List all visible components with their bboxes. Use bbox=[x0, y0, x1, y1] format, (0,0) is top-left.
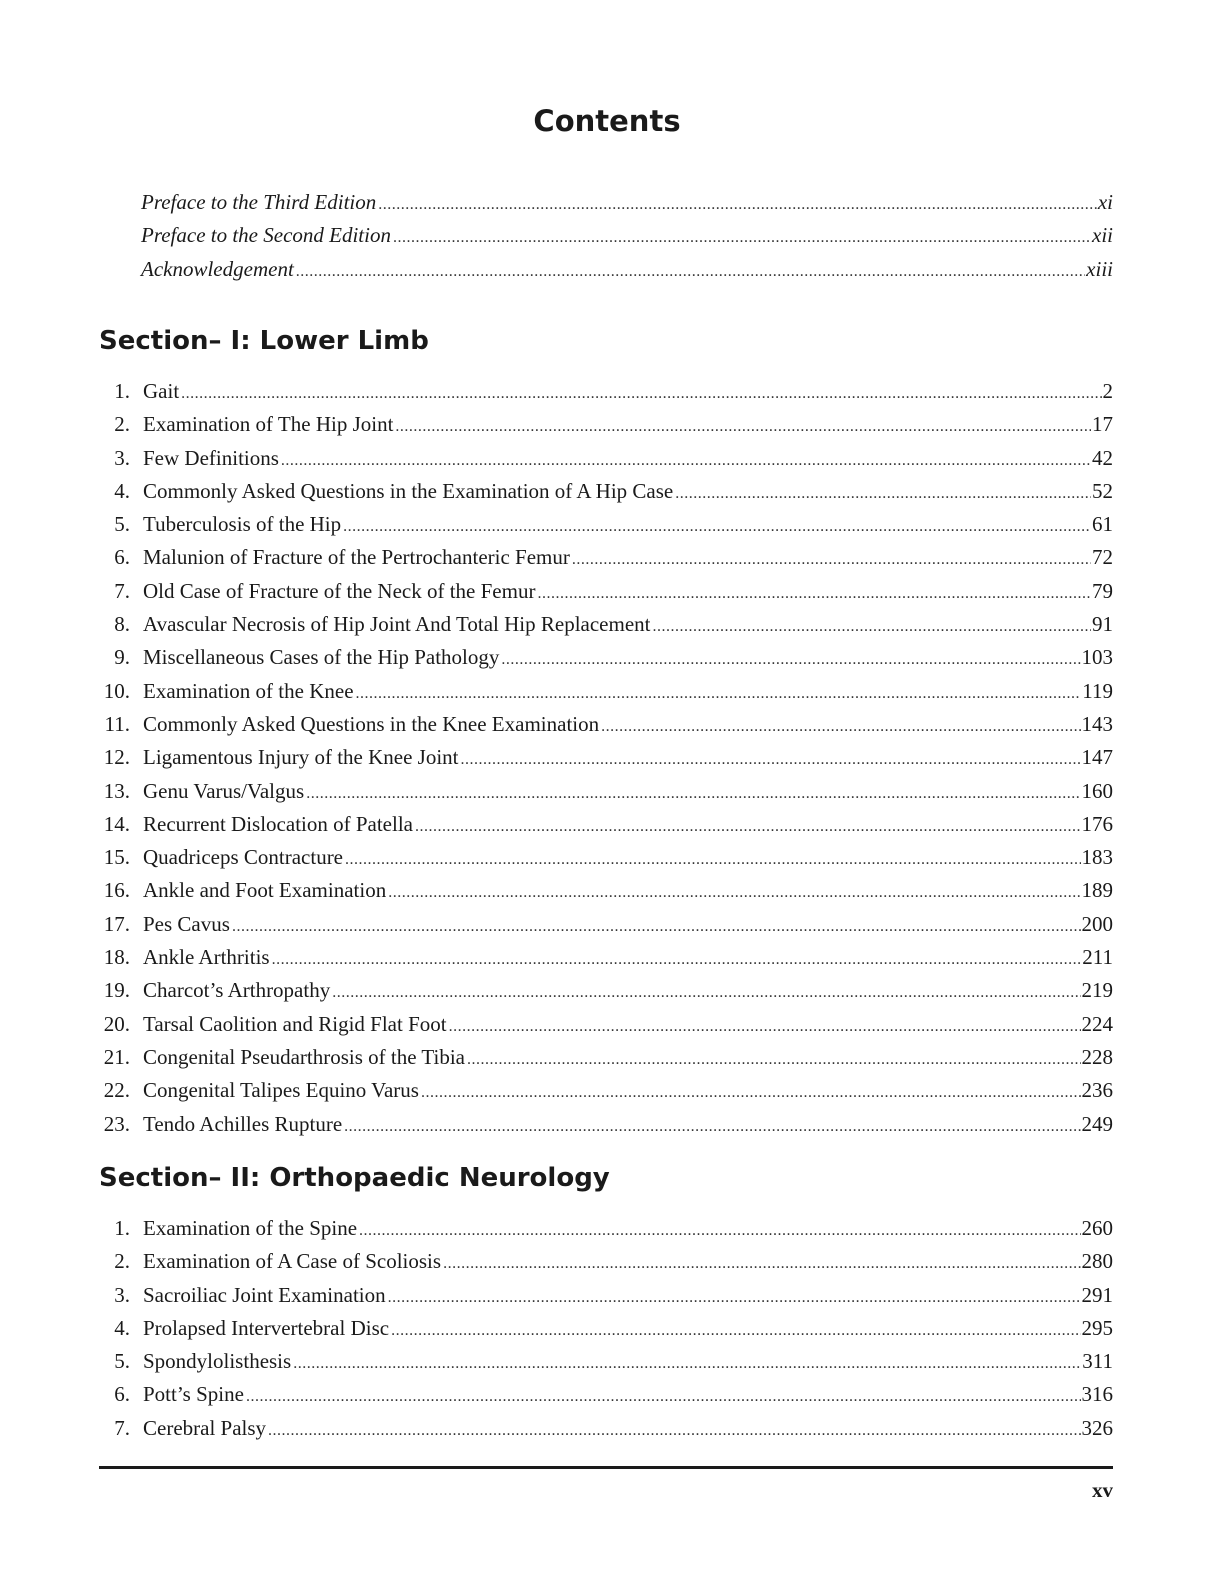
section-heading-orthopaedic-neurology: Section– II: Orthopaedic Neurology bbox=[99, 1163, 610, 1193]
chapter-page-number: 249 bbox=[1081, 1111, 1113, 1136]
dot-leader bbox=[652, 618, 1091, 636]
section-heading-lower-limb: Section– I: Lower Limb bbox=[99, 326, 429, 356]
chapter-number: 4. bbox=[114, 1315, 130, 1340]
chapter-number: 2. bbox=[114, 412, 130, 437]
dot-leader bbox=[296, 263, 1085, 281]
chapter-number: 11. bbox=[104, 711, 130, 736]
toc-entry[interactable] bbox=[99, 1349, 1113, 1382]
front-matter-entry[interactable] bbox=[141, 223, 1113, 256]
chapter-page-number: 147 bbox=[1081, 745, 1113, 770]
chapter-title: Charcot’s Arthropathy bbox=[143, 978, 331, 1003]
entry-page-number: xi bbox=[1097, 190, 1113, 214]
chapter-number: 6. bbox=[114, 1382, 130, 1407]
chapter-number: 9. bbox=[114, 645, 130, 670]
dot-leader bbox=[344, 1118, 1080, 1136]
toc-entry[interactable] bbox=[99, 878, 1113, 911]
chapter-number: 15. bbox=[103, 845, 130, 870]
toc-entry[interactable] bbox=[99, 512, 1113, 545]
toc-entry[interactable] bbox=[99, 978, 1113, 1011]
chapter-page-number: 17 bbox=[1092, 412, 1113, 437]
dot-leader bbox=[601, 718, 1080, 736]
toc-entry[interactable] bbox=[99, 1045, 1113, 1078]
dot-leader bbox=[415, 818, 1081, 836]
dot-leader bbox=[268, 1422, 1080, 1440]
chapter-page-number: 211 bbox=[1082, 945, 1113, 970]
toc-entry[interactable] bbox=[99, 945, 1113, 978]
chapter-number: 1. bbox=[114, 1216, 130, 1240]
entry-page-number: xiii bbox=[1086, 256, 1113, 281]
chapter-number: 5. bbox=[114, 512, 130, 537]
chapter-page-number: 42 bbox=[1092, 445, 1113, 470]
dot-leader bbox=[246, 1388, 1081, 1406]
chapter-title: Malunion of Fracture of the Pertrochanteric Femur bbox=[143, 545, 570, 570]
chapter-number: 13. bbox=[103, 778, 130, 803]
toc-entry[interactable] bbox=[99, 845, 1113, 878]
chapter-title: Examination of the Spine bbox=[143, 1216, 358, 1240]
chapter-page-number: 311 bbox=[1082, 1349, 1113, 1374]
chapter-title: Recurrent Dislocation of Patella bbox=[143, 811, 413, 836]
dot-leader bbox=[332, 984, 1080, 1002]
chapter-number: 20. bbox=[103, 1011, 130, 1036]
dot-leader bbox=[388, 884, 1080, 902]
toc-entry[interactable] bbox=[99, 1078, 1113, 1111]
dot-leader bbox=[378, 196, 1097, 214]
chapter-title: Sacroiliac Joint Examination bbox=[143, 1282, 386, 1307]
toc-entry[interactable] bbox=[99, 712, 1113, 745]
toc-entry[interactable] bbox=[99, 1216, 1113, 1249]
chapter-page-number: 189 bbox=[1081, 878, 1113, 903]
chapter-number: 16. bbox=[103, 878, 130, 903]
chapter-page-number: 160 bbox=[1081, 778, 1113, 803]
chapter-page-number: 119 bbox=[1082, 678, 1113, 703]
chapter-title: Examination of The Hip Joint bbox=[143, 412, 394, 437]
chapter-page-number: 260 bbox=[1081, 1216, 1113, 1240]
chapter-number: 5. bbox=[114, 1349, 130, 1374]
chapter-title: Cerebral Palsy bbox=[143, 1415, 267, 1440]
chapter-page-number: 236 bbox=[1081, 1078, 1113, 1103]
dot-leader bbox=[232, 918, 1081, 936]
entry-title: Acknowledgement bbox=[141, 256, 294, 281]
dot-leader bbox=[356, 685, 1082, 703]
chapter-number: 22. bbox=[103, 1078, 130, 1103]
chapter-number: 7. bbox=[114, 578, 130, 603]
chapter-number: 19. bbox=[103, 978, 130, 1003]
chapter-title: Prolapsed Intervertebral Disc bbox=[143, 1315, 390, 1340]
chapter-page-number: 316 bbox=[1081, 1382, 1113, 1407]
chapter-page-number: 291 bbox=[1081, 1282, 1113, 1307]
dot-leader bbox=[421, 1084, 1081, 1102]
toc-entry[interactable] bbox=[99, 745, 1113, 778]
chapter-number: 18. bbox=[103, 945, 130, 970]
chapter-page-number: 2 bbox=[1102, 379, 1113, 403]
dot-leader bbox=[537, 585, 1091, 603]
entry-page-number: xii bbox=[1092, 223, 1113, 248]
toc-entry[interactable] bbox=[99, 1316, 1113, 1349]
chapter-number: 23. bbox=[103, 1111, 130, 1136]
chapter-title: Tendo Achilles Rupture bbox=[143, 1111, 343, 1136]
front-matter-entry[interactable] bbox=[141, 190, 1113, 223]
toc-entry[interactable] bbox=[99, 612, 1113, 645]
footer-rule bbox=[99, 1466, 1113, 1469]
chapter-page-number: 219 bbox=[1081, 978, 1113, 1003]
chapter-title: Commonly Asked Questions in the Examination of A Hip Case bbox=[143, 478, 674, 503]
chapter-number: 14. bbox=[103, 811, 130, 836]
chapter-title: Examination of the Knee bbox=[143, 678, 354, 703]
chapter-number: 12. bbox=[103, 745, 130, 770]
toc-entry[interactable] bbox=[99, 545, 1113, 578]
chapter-page-number: 295 bbox=[1081, 1315, 1113, 1340]
dot-leader bbox=[306, 785, 1080, 803]
chapter-title: Pes Cavus bbox=[143, 911, 230, 936]
chapter-number: 8. bbox=[114, 612, 130, 637]
dot-leader bbox=[388, 1289, 1081, 1307]
chapter-number: 10. bbox=[103, 678, 130, 703]
toc-entry[interactable] bbox=[99, 579, 1113, 612]
chapter-number: 17. bbox=[103, 911, 130, 936]
page-number: xv bbox=[1092, 1478, 1113, 1502]
chapter-title: Few Definitions bbox=[143, 445, 279, 470]
chapter-number: 4. bbox=[114, 478, 130, 503]
toc-entry[interactable] bbox=[99, 679, 1113, 712]
chapter-number: 2. bbox=[114, 1249, 130, 1274]
dot-leader bbox=[443, 1255, 1080, 1273]
chapter-page-number: 143 bbox=[1081, 711, 1113, 736]
toc-entry[interactable] bbox=[99, 812, 1113, 845]
section-orthopaedic-neurology-list bbox=[99, 1216, 1113, 1449]
chapter-title: Commonly Asked Questions in the Knee Examination bbox=[143, 711, 600, 736]
dot-leader bbox=[293, 1355, 1081, 1373]
toc-entry[interactable] bbox=[99, 912, 1113, 945]
dot-leader bbox=[181, 385, 1101, 403]
chapter-title: Ankle and Foot Examination bbox=[143, 878, 387, 903]
dot-leader bbox=[281, 452, 1091, 470]
chapter-title: Ligamentous Injury of the Knee Joint bbox=[143, 745, 459, 770]
chapter-page-number: 228 bbox=[1081, 1044, 1113, 1069]
chapter-page-number: 176 bbox=[1081, 811, 1113, 836]
chapter-title: Gait bbox=[143, 379, 180, 403]
toc-entry[interactable] bbox=[99, 1112, 1113, 1145]
chapter-number: 21. bbox=[103, 1044, 130, 1069]
chapter-title: Tarsal Caolition and Rigid Flat Foot bbox=[143, 1011, 447, 1036]
chapter-title: Congenital Talipes Equino Varus bbox=[143, 1078, 419, 1103]
chapter-title: Examination of A Case of Scoliosis bbox=[143, 1249, 442, 1274]
dot-leader bbox=[449, 1018, 1081, 1036]
toc-entry[interactable] bbox=[99, 1283, 1113, 1316]
front-matter-list bbox=[141, 190, 1113, 290]
dot-leader bbox=[345, 851, 1080, 869]
chapter-page-number: 91 bbox=[1092, 612, 1113, 637]
toc-entry[interactable] bbox=[99, 412, 1113, 445]
toc-entry[interactable] bbox=[99, 645, 1113, 678]
chapter-page-number: 52 bbox=[1092, 478, 1113, 503]
chapter-page-number: 224 bbox=[1081, 1011, 1113, 1036]
entry-title: Preface to the Third Edition bbox=[141, 190, 377, 214]
chapter-page-number: 326 bbox=[1081, 1415, 1113, 1440]
chapter-title: Congenital Pseudarthrosis of the Tibia bbox=[143, 1044, 465, 1069]
chapter-number: 3. bbox=[114, 1282, 130, 1307]
section-lower-limb-list bbox=[99, 379, 1113, 1145]
chapter-page-number: 280 bbox=[1081, 1249, 1113, 1274]
chapter-title: Ankle Arthritis bbox=[143, 945, 270, 970]
chapter-title: Pott’s Spine bbox=[143, 1382, 244, 1407]
chapter-number: 3. bbox=[114, 445, 130, 470]
toc-entry[interactable] bbox=[99, 379, 1113, 412]
page-title: Contents bbox=[533, 104, 681, 138]
chapter-page-number: 103 bbox=[1081, 645, 1113, 670]
dot-leader bbox=[359, 1222, 1080, 1240]
dot-leader bbox=[675, 485, 1091, 503]
chapter-number: 6. bbox=[114, 545, 130, 570]
chapter-page-number: 61 bbox=[1092, 512, 1113, 537]
chapter-title: Old Case of Fracture of the Neck of the Femur bbox=[143, 578, 536, 603]
dot-leader bbox=[343, 518, 1091, 536]
toc-entry[interactable] bbox=[99, 479, 1113, 512]
chapter-title: Tuberculosis of the Hip bbox=[143, 512, 342, 537]
toc-entry[interactable] bbox=[99, 1416, 1113, 1449]
chapter-page-number: 200 bbox=[1081, 911, 1113, 936]
chapter-title: Miscellaneous Cases of the Hip Pathology bbox=[143, 645, 500, 670]
chapter-number: 7. bbox=[114, 1415, 130, 1440]
chapter-title: Quadriceps Contracture bbox=[143, 845, 344, 870]
toc-entry[interactable] bbox=[99, 779, 1113, 812]
chapter-page-number: 79 bbox=[1092, 578, 1113, 603]
chapter-page-number: 183 bbox=[1081, 845, 1113, 870]
front-matter-entry[interactable] bbox=[141, 257, 1113, 290]
dot-leader bbox=[395, 418, 1091, 436]
toc-entry[interactable] bbox=[99, 1012, 1113, 1045]
dot-leader bbox=[467, 1051, 1081, 1069]
toc-entry[interactable] bbox=[99, 446, 1113, 479]
chapter-number: 1. bbox=[114, 379, 130, 403]
chapter-page-number: 72 bbox=[1092, 545, 1113, 570]
dot-leader bbox=[461, 751, 1081, 769]
toc-entry[interactable] bbox=[99, 1249, 1113, 1282]
dot-leader bbox=[391, 1322, 1080, 1340]
toc-entry[interactable] bbox=[99, 1382, 1113, 1415]
dot-leader bbox=[501, 651, 1080, 669]
entry-title: Preface to the Second Edition bbox=[141, 223, 391, 248]
dot-leader bbox=[572, 551, 1091, 569]
dot-leader bbox=[393, 229, 1091, 247]
chapter-title: Genu Varus/Valgus bbox=[143, 778, 305, 803]
dot-leader bbox=[272, 951, 1082, 969]
chapter-title: Avascular Necrosis of Hip Joint And Total Hip Replacement bbox=[143, 612, 651, 637]
chapter-title: Spondylolisthesis bbox=[143, 1349, 292, 1374]
